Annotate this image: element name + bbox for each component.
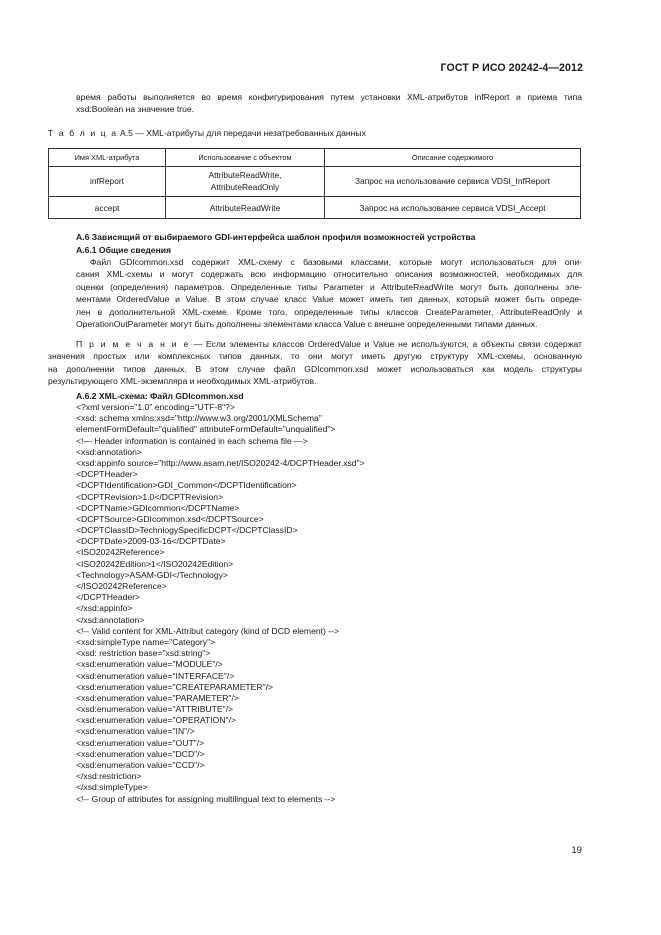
note-line: на дополнении типов данных. В этом случае файл GDIcommon.xsd может использоваться как модель структуры — [48, 363, 582, 374]
page-number: 19 — [571, 845, 582, 856]
table-row — [49, 167, 581, 197]
code-line: <xsd:enumeration value="OPERATION"/> — [76, 715, 236, 726]
a61-line: ментами OrderedValue и Value. В этом случае класс Value может иметь тип данных, который может быть опреде- — [76, 294, 582, 305]
intro-line: xsd:Boolean на значение true. — [76, 104, 195, 115]
table-header-cell: Описание содержимого — [325, 149, 581, 167]
code-line: <!-- Valid content for XML-Attribut category (kind of DCD element) --> — [76, 625, 340, 636]
code-line: <xsd:simpleType name="Category"> — [76, 636, 216, 647]
code-line: <DCPTSource>GDIcommon.xsd</DCPTSource> — [76, 513, 264, 524]
table-row — [49, 197, 581, 219]
table-cell-usage — [166, 197, 325, 219]
attributes-table — [48, 148, 581, 219]
code-line: <DCPTIdentification>GDI_Common</DCPTIdentification> — [76, 480, 297, 491]
code-line: <xsd:enumeration value="OUT"/> — [76, 737, 205, 748]
code-line: </xsd:restriction> — [76, 771, 142, 782]
code-line: <xsd:annotation> — [76, 446, 142, 457]
code-line: <xsd:enumeration value="DCD"/> — [76, 748, 205, 759]
usage-line: AttributeReadWrite, — [208, 170, 282, 180]
note-text: — Если элементы классов OrderedValue и Value не используются, а объекты связи содержат — [189, 339, 582, 349]
xml-code-block — [76, 402, 365, 805]
code-line: <!— Header information is contained in each schema file —> — [76, 435, 308, 446]
a61-line: сания XML-схемы и могут содержать всю информацию относительно описания возможностей, необходимых для — [76, 269, 582, 280]
code-line: <?xml version="1.0" encoding="UTF-8"?> — [76, 402, 235, 412]
code-line: <ISO20242Reference> — [76, 547, 165, 558]
intro-paragraph — [76, 91, 582, 116]
table-cell-name: infReport — [49, 167, 166, 197]
a61-line: лен в дополнительной XML-схеме. Кроме того, определенные типы классов CreateParameter, AttributeReadOnly и — [76, 306, 582, 317]
code-line: elementFormDefault="qualified" attributeFormDefault="unqualified"> — [76, 424, 336, 435]
code-line: </xsd:annotation> — [76, 614, 145, 625]
section-heading-a62: А.6.2 XML-схема: Файл GDIcommon.xsd — [76, 391, 244, 401]
code-line: <Technology>ASAM-GDI</Technology> — [76, 569, 228, 580]
code-line: </ISO20242Reference> — [76, 581, 167, 591]
code-line: <ISO20242Edition>1</ISO20242Edition> — [76, 558, 234, 569]
intro-line: время работы выполняется во время конфигурирования путем установки XML-атрибутов infReport и приема типа — [76, 92, 582, 102]
code-line: <xsd:enumeration value="IN"/> — [76, 726, 195, 737]
code-line: <!-- Group of attributes for assigning multilingual text to elements --> — [76, 793, 336, 804]
table-header-row — [49, 149, 581, 167]
code-line: </xsd:simpleType> — [76, 782, 148, 793]
code-line: <xsd:enumeration value="PARAMETER"/> — [76, 692, 239, 703]
code-line: <xsd:enumeration value="MODULE"/> — [76, 659, 223, 670]
table-cell-description: Запрос на использование сервиса VDSI_Accept — [325, 197, 581, 219]
code-line: <xsd:enumeration value="INTERFACE"/> — [76, 670, 235, 681]
table-cell-usage — [166, 167, 325, 197]
a61-line: OperationOutParameter могут быть дополнены элементами класса Value с внешне определенными типами данных. — [76, 319, 538, 330]
table-cell-name: accept — [49, 197, 166, 219]
code-line: <DCPTHeader> — [76, 469, 138, 480]
code-line: <xsd: schema xmlns:xsd="http://www.w3.org/2001/XMLSchema" — [76, 413, 322, 424]
note-line: значения простых или комплексных типов данных, то они могут иметь другую структуру XML-схемы, основанную — [48, 351, 582, 362]
code-line: </xsd:appinfo> — [76, 603, 133, 614]
section-heading-a61: А.6.1 Общие сведения — [76, 245, 172, 255]
table-header-cell: Имя XML-атрибута — [49, 149, 166, 167]
section-heading-a6: А.6 Зависящий от выбираемого GDI-интерфейса шаблон профиля возможностей устройства — [76, 232, 476, 242]
code-line: <DCPTClassID>TechnlogySpecificDCPT</DCPTClassID> — [76, 525, 298, 536]
note-prefix: П р и м е ч а н и е — [76, 339, 190, 349]
code-line: <DCPTName>GDIcommon</DCPTName> — [76, 502, 240, 513]
code-line: </DCPTHeader> — [76, 592, 141, 603]
table-header-cell: Использование с объектом — [166, 149, 325, 167]
code-line: <DCPTDate>2009-03-16</DCPTDate> — [76, 536, 226, 547]
table-caption — [48, 127, 366, 139]
a61-line: оценки (определения) параметров. Определенные типы Parameter и AttributeReadWrite могут быть дополнены эле- — [76, 281, 582, 292]
code-line: <xsd:enumeration value="ATTRIBUTE"/> — [76, 704, 234, 715]
note-line: результирующего XML-экземпляра и необходимых XML-атрибутов. — [48, 376, 317, 387]
table-caption-prefix: Т а б л и ц а — [48, 128, 118, 138]
table-cell-description: Запрос на использование сервиса VDSI_InfReport — [325, 167, 581, 197]
note-line — [48, 338, 582, 350]
code-line: <xsd:appinfo source="http://www.asam.net/ISO20242-4/DCPTHeader.xsd"> — [76, 457, 365, 468]
note-paragraph — [48, 338, 582, 388]
a61-paragraph — [76, 256, 582, 330]
document-header: ГОСТ Р ИСО 20242-4—2012 — [440, 62, 583, 74]
usage-line: AttributeReadOnly — [210, 181, 280, 192]
code-line: <xsd:enumeration value="CCD"/> — [76, 760, 205, 770]
code-line: <xsd: restriction base="xsd:string"> — [76, 648, 211, 659]
code-line: <DCPTRevision>1.0</DCPTRevision> — [76, 491, 224, 502]
usage-line: AttributeReadWrite — [209, 202, 281, 213]
table-caption-text: А.5 — XML-атрибуты для передачи незатребованных данных — [117, 128, 366, 138]
code-line: <xsd:enumeration value="CREATEPARAMETER"/> — [76, 681, 274, 692]
a61-line: Файл GDIcommon.xsd содержит XML-схему с базовыми классами, которые могут использоваться для опи- — [90, 257, 582, 267]
